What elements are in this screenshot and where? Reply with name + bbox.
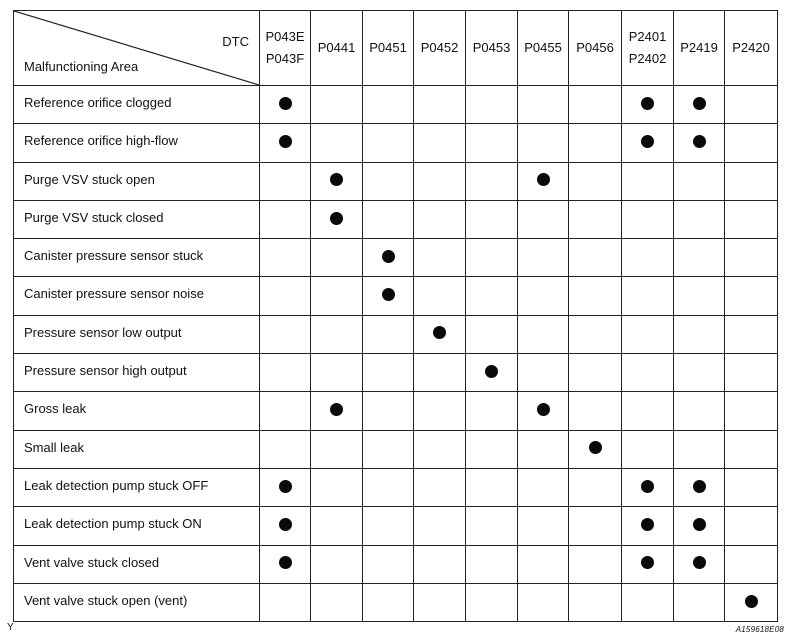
matrix-cell (260, 468, 311, 506)
matrix-cell (569, 468, 622, 506)
table-row (14, 545, 778, 583)
applicable-dot-icon (641, 556, 654, 569)
applicable-dot-icon (693, 556, 706, 569)
table-row (14, 468, 778, 506)
matrix-cell (725, 277, 778, 315)
matrix-cell (311, 392, 363, 430)
matrix-cell (466, 315, 518, 353)
matrix-cell (569, 315, 622, 353)
matrix-cell (569, 430, 622, 468)
matrix-cell (674, 507, 725, 545)
table-row (14, 124, 778, 162)
applicable-dot-icon (693, 135, 706, 148)
matrix-cell (622, 392, 674, 430)
matrix-cell (674, 392, 725, 430)
table-row (14, 392, 778, 430)
dtc-code: P043F (265, 51, 305, 66)
matrix-cell (466, 239, 518, 277)
applicable-dot-icon (537, 173, 550, 186)
matrix-cell (674, 200, 725, 238)
malfunction-area-cell: Gross leak (14, 392, 260, 430)
matrix-cell (569, 162, 622, 200)
matrix-cell (622, 315, 674, 353)
dtc-code: P0455 (524, 40, 562, 55)
dtc-code: P0453 (472, 40, 511, 55)
matrix-cell (725, 392, 778, 430)
malfunction-area-cell: Pressure sensor high output (14, 354, 260, 392)
matrix-cell (414, 392, 466, 430)
header-corner-cell (14, 11, 260, 86)
dtc-code: P0441 (317, 40, 356, 55)
matrix-cell (674, 354, 725, 392)
matrix-cell (725, 200, 778, 238)
matrix-cell (363, 315, 414, 353)
matrix-cell (518, 545, 569, 583)
matrix-cell (725, 468, 778, 506)
dtc-header-cell (725, 11, 778, 86)
matrix-cell (622, 239, 674, 277)
matrix-cell (260, 239, 311, 277)
matrix-cell (363, 277, 414, 315)
matrix-cell (674, 430, 725, 468)
matrix-cell (518, 507, 569, 545)
matrix-cell (569, 583, 622, 621)
matrix-cell (363, 86, 414, 124)
applicable-dot-icon (382, 250, 395, 263)
matrix-cell (569, 277, 622, 315)
matrix-cell (622, 354, 674, 392)
applicable-dot-icon (330, 403, 343, 416)
matrix-cell (674, 545, 725, 583)
table-row (14, 430, 778, 468)
matrix-cell (674, 277, 725, 315)
matrix-cell (311, 507, 363, 545)
matrix-cell (518, 430, 569, 468)
matrix-cell (260, 430, 311, 468)
matrix-cell (260, 124, 311, 162)
matrix-cell (363, 162, 414, 200)
matrix-cell (311, 583, 363, 621)
applicable-dot-icon (485, 365, 498, 378)
matrix-cell (622, 430, 674, 468)
matrix-cell (363, 507, 414, 545)
matrix-cell (466, 162, 518, 200)
table-row (14, 277, 778, 315)
matrix-cell (260, 162, 311, 200)
matrix-cell (466, 200, 518, 238)
matrix-cell (414, 200, 466, 238)
matrix-cell (725, 354, 778, 392)
matrix-cell (466, 583, 518, 621)
header-row (14, 11, 778, 86)
matrix-cell (518, 200, 569, 238)
applicable-dot-icon (330, 212, 343, 225)
matrix-cell (311, 354, 363, 392)
dtc-header-cell (466, 11, 518, 86)
dtc-header-cell (569, 11, 622, 86)
matrix-cell (569, 86, 622, 124)
matrix-cell (674, 583, 725, 621)
matrix-cell (363, 124, 414, 162)
matrix-cell (466, 86, 518, 124)
dtc-code: P2402 (628, 51, 667, 66)
matrix-cell (363, 392, 414, 430)
matrix-cell (414, 507, 466, 545)
matrix-cell (260, 315, 311, 353)
matrix-cell (311, 162, 363, 200)
matrix-cell (311, 315, 363, 353)
applicable-dot-icon (641, 97, 654, 110)
matrix-cell (466, 545, 518, 583)
malfunction-area-cell: Canister pressure sensor stuck (14, 239, 260, 277)
matrix-cell (622, 277, 674, 315)
applicable-dot-icon (433, 326, 446, 339)
matrix-cell (260, 545, 311, 583)
matrix-cell (466, 430, 518, 468)
figure-id: A159618E08 (735, 625, 784, 634)
matrix-cell (363, 468, 414, 506)
matrix-cell (260, 507, 311, 545)
matrix-cell (725, 124, 778, 162)
dtc-header-cell (674, 11, 725, 86)
applicable-dot-icon (382, 288, 395, 301)
matrix-cell (414, 354, 466, 392)
matrix-cell (363, 239, 414, 277)
matrix-cell (518, 277, 569, 315)
applicable-dot-icon (330, 173, 343, 186)
malfunction-area-cell: Leak detection pump stuck ON (14, 507, 260, 545)
matrix-cell (260, 392, 311, 430)
malfunction-area-cell: Reference orifice high-flow (14, 124, 260, 162)
dtc-column-label: DTC (222, 34, 249, 49)
matrix-cell (725, 239, 778, 277)
applicable-dot-icon (641, 135, 654, 148)
table-row (14, 86, 778, 124)
matrix-cell (622, 86, 674, 124)
matrix-cell (311, 239, 363, 277)
matrix-cell (466, 124, 518, 162)
matrix-cell (260, 86, 311, 124)
dtc-code: P2419 (680, 40, 718, 55)
matrix-cell (414, 583, 466, 621)
matrix-cell (622, 124, 674, 162)
dtc-code: P2420 (732, 40, 770, 55)
matrix-cell (260, 200, 311, 238)
dtc-code: P2401 (628, 29, 667, 44)
applicable-dot-icon (279, 556, 292, 569)
matrix-cell (725, 86, 778, 124)
matrix-cell (311, 277, 363, 315)
dtc-header-cell (518, 11, 569, 86)
matrix-cell (569, 354, 622, 392)
matrix-cell (725, 430, 778, 468)
matrix-cell (311, 200, 363, 238)
table-row (14, 354, 778, 392)
malfunction-area-cell: Vent valve stuck closed (14, 545, 260, 583)
matrix-cell (466, 277, 518, 315)
matrix-cell (622, 162, 674, 200)
matrix-cell (674, 315, 725, 353)
matrix-cell (311, 124, 363, 162)
malfunction-area-cell: Pressure sensor low output (14, 315, 260, 353)
malfunction-area-cell: Leak detection pump stuck OFF (14, 468, 260, 506)
matrix-cell (260, 354, 311, 392)
dtc-header-cell (414, 11, 466, 86)
matrix-cell (414, 162, 466, 200)
dtc-header-cell (260, 11, 311, 86)
applicable-dot-icon (693, 480, 706, 493)
table-row (14, 200, 778, 238)
matrix-cell (569, 124, 622, 162)
matrix-cell (725, 583, 778, 621)
matrix-cell (569, 392, 622, 430)
matrix-cell (414, 239, 466, 277)
table-row (14, 583, 778, 621)
matrix-cell (518, 468, 569, 506)
dtc-code: P043E (265, 29, 305, 44)
malfunction-area-cell: Small leak (14, 430, 260, 468)
matrix-cell (363, 583, 414, 621)
applicable-dot-icon (641, 518, 654, 531)
applicable-dot-icon (693, 518, 706, 531)
matrix-cell (414, 277, 466, 315)
matrix-cell (414, 545, 466, 583)
matrix-cell (518, 315, 569, 353)
table-row (14, 315, 778, 353)
matrix-cell (311, 86, 363, 124)
matrix-cell (674, 468, 725, 506)
matrix-cell (363, 200, 414, 238)
matrix-cell (725, 162, 778, 200)
matrix-cell (414, 124, 466, 162)
matrix-cell (518, 239, 569, 277)
dtc-header-cell (311, 11, 363, 86)
matrix-cell (725, 545, 778, 583)
matrix-cell (363, 545, 414, 583)
table-row (14, 239, 778, 277)
malfunctioning-area-label: Malfunctioning Area (24, 59, 139, 74)
matrix-cell (622, 545, 674, 583)
malfunction-area-cell: Purge VSV stuck closed (14, 200, 260, 238)
dtc-code: P0456 (576, 40, 614, 55)
applicable-dot-icon (279, 97, 292, 110)
matrix-cell (725, 507, 778, 545)
matrix-cell (414, 315, 466, 353)
applicable-dot-icon (537, 403, 550, 416)
corner-mark: Y (7, 622, 14, 633)
matrix-cell (569, 239, 622, 277)
applicable-dot-icon (279, 480, 292, 493)
matrix-cell (569, 545, 622, 583)
matrix-cell (414, 468, 466, 506)
matrix-cell (414, 430, 466, 468)
applicable-dot-icon (279, 135, 292, 148)
matrix-cell (260, 583, 311, 621)
matrix-cell (466, 392, 518, 430)
applicable-dot-icon (589, 441, 602, 454)
matrix-cell (518, 583, 569, 621)
matrix-cell (518, 86, 569, 124)
matrix-cell (518, 392, 569, 430)
matrix-cell (622, 507, 674, 545)
dtc-header-cell (363, 11, 414, 86)
matrix-cell (569, 507, 622, 545)
malfunction-area-cell: Purge VSV stuck open (14, 162, 260, 200)
matrix-cell (466, 507, 518, 545)
matrix-cell (363, 354, 414, 392)
malfunction-area-cell: Vent valve stuck open (vent) (14, 583, 260, 621)
matrix-cell (674, 162, 725, 200)
matrix-cell (311, 468, 363, 506)
matrix-cell (311, 545, 363, 583)
matrix-cell (466, 354, 518, 392)
applicable-dot-icon (693, 97, 706, 110)
matrix-cell (311, 430, 363, 468)
applicable-dot-icon (641, 480, 654, 493)
matrix-cell (569, 200, 622, 238)
matrix-cell (518, 354, 569, 392)
matrix-cell (363, 430, 414, 468)
matrix-cell (622, 200, 674, 238)
malfunction-area-cell: Reference orifice clogged (14, 86, 260, 124)
malfunction-area-cell: Canister pressure sensor noise (14, 277, 260, 315)
matrix-cell (260, 277, 311, 315)
matrix-cell (725, 315, 778, 353)
matrix-cell (674, 124, 725, 162)
matrix-cell (674, 86, 725, 124)
matrix-cell (622, 583, 674, 621)
dtc-code: P0452 (420, 40, 459, 55)
dtc-matrix-table (13, 10, 778, 622)
table-body (14, 86, 778, 622)
applicable-dot-icon (745, 595, 758, 608)
matrix-cell (414, 86, 466, 124)
matrix-cell (466, 468, 518, 506)
matrix-cell (518, 162, 569, 200)
dtc-code: P0451 (369, 40, 407, 55)
matrix-cell (518, 124, 569, 162)
dtc-header-cell (622, 11, 674, 86)
matrix-cell (674, 239, 725, 277)
matrix-cell (622, 468, 674, 506)
table-row (14, 162, 778, 200)
applicable-dot-icon (279, 518, 292, 531)
table-row (14, 507, 778, 545)
